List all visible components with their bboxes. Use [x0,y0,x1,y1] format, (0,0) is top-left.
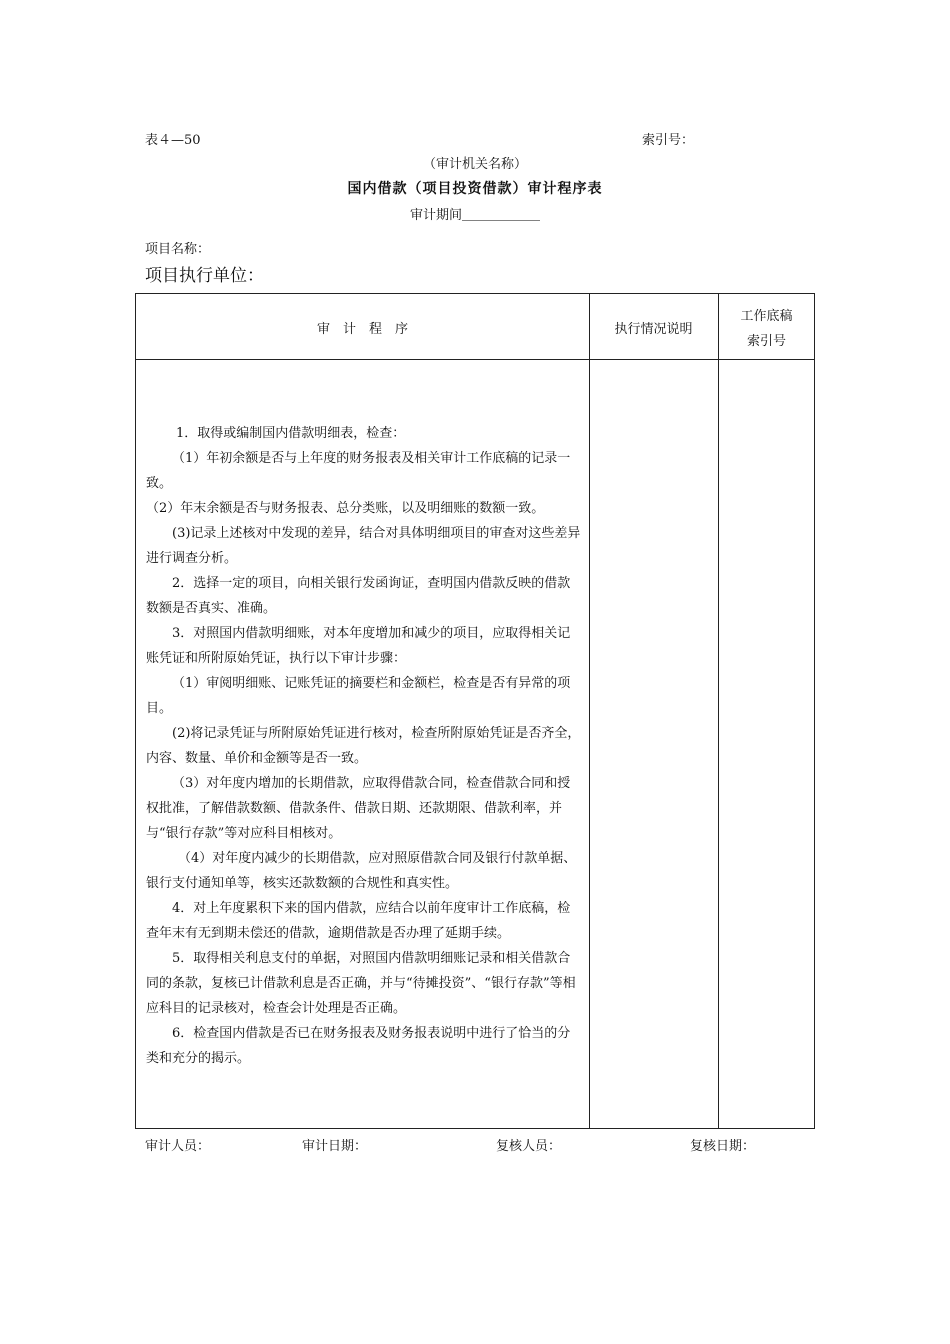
column-divider [718,294,719,1128]
procedure-item: （2）年末余额是否与财务报表、总分类账，以及明细账的数额一致。 [146,501,545,516]
index-number-label: 索引号： [642,133,695,148]
audit-org-name: （审计机关名称） [422,157,527,172]
procedure-item: （4）对年度内减少的长期借款，应对照原借款合同及银行付款单据、银行支付通知单等，核实还款数额的合规性和真实性。 [146,851,577,891]
procedure-item: （1）年初余额是否与上年度的财务报表及相关审计工作底稿的记录一致。 [146,451,571,491]
audit-date-label: 审计日期： [302,1139,368,1154]
project-name-label: 项目名称： [145,242,211,257]
page-title: 国内借款（项目投资借款）审计程序表 [347,181,603,197]
reviewer-label: 复核人员： [496,1139,562,1154]
col-header-workpaper-line1: 工作底稿 [740,309,793,324]
col-header-execution: 执行情况说明 [614,322,693,337]
procedure-item: (2)将记录凭证与所附原始凭证进行核对，检查所附原始凭证是否齐全，内容、数量、单价和金额等是否一致。 [146,726,581,766]
col-header-workpaper-index [718,304,815,354]
audit-period: 审计期间＿＿＿＿＿＿ [409,208,540,223]
column-divider [589,294,590,1128]
col-header-procedure: 审 计 程 序 [316,322,408,337]
procedure-item: （3）对年度内增加的长期借款，应取得借款合同，检查借款合同和授权批准，了解借款数额、借款条件、借款日期、还款期限、借款利率，并与“银行存款”等对应科目相核对。 [146,776,571,841]
procedure-item: 5．取得相关利息支付的单据，对照国内借款明细账记录和相关借款合同的条款，复核已计借款利息是否正确，并与“待摊投资”、“银行存款”等相应科目的记录核对，检查会计处理是否正确。 [146,951,576,1016]
header-divider [136,359,814,360]
col-header-workpaper-line2: 索引号 [746,334,786,349]
procedure-list [146,421,582,1071]
procedure-item: （1）审阅明细账、记账凭证的摘要栏和金额栏，检查是否有异常的项目。 [146,676,571,716]
executing-unit-label: 项目执行单位： [145,266,264,286]
auditor-label: 审计人员： [145,1139,211,1154]
table-number: 表４—50 [145,133,201,148]
procedure-item: 4．对上年度累积下来的国内借款，应结合以前年度审计工作底稿，检查年末有无到期未偿还的借款，逾期借款是否办理了延期手续。 [146,901,571,941]
procedure-item: 3．对照国内借款明细账，对本年度增加和减少的项目，应取得相关记账凭证和所附原始凭证，执行以下审计步骤： [146,626,571,666]
procedure-item: (3)记录上述核对中发现的差异，结合对具体明细项目的审查对这些差异进行调查分析。 [146,526,581,566]
procedure-item: 1．取得或编制国内借款明细表，检查： [176,426,406,441]
procedure-item: 2．选择一定的项目，向相关银行发函询证，查明国内借款反映的借款数额是否真实、准确。 [146,576,571,616]
procedure-item: 6．检查国内借款是否已在财务报表及财务报表说明中进行了恰当的分类和充分的揭示。 [146,1026,571,1066]
audit-procedure-table [135,293,815,1129]
review-date-label: 复核日期： [690,1139,756,1154]
